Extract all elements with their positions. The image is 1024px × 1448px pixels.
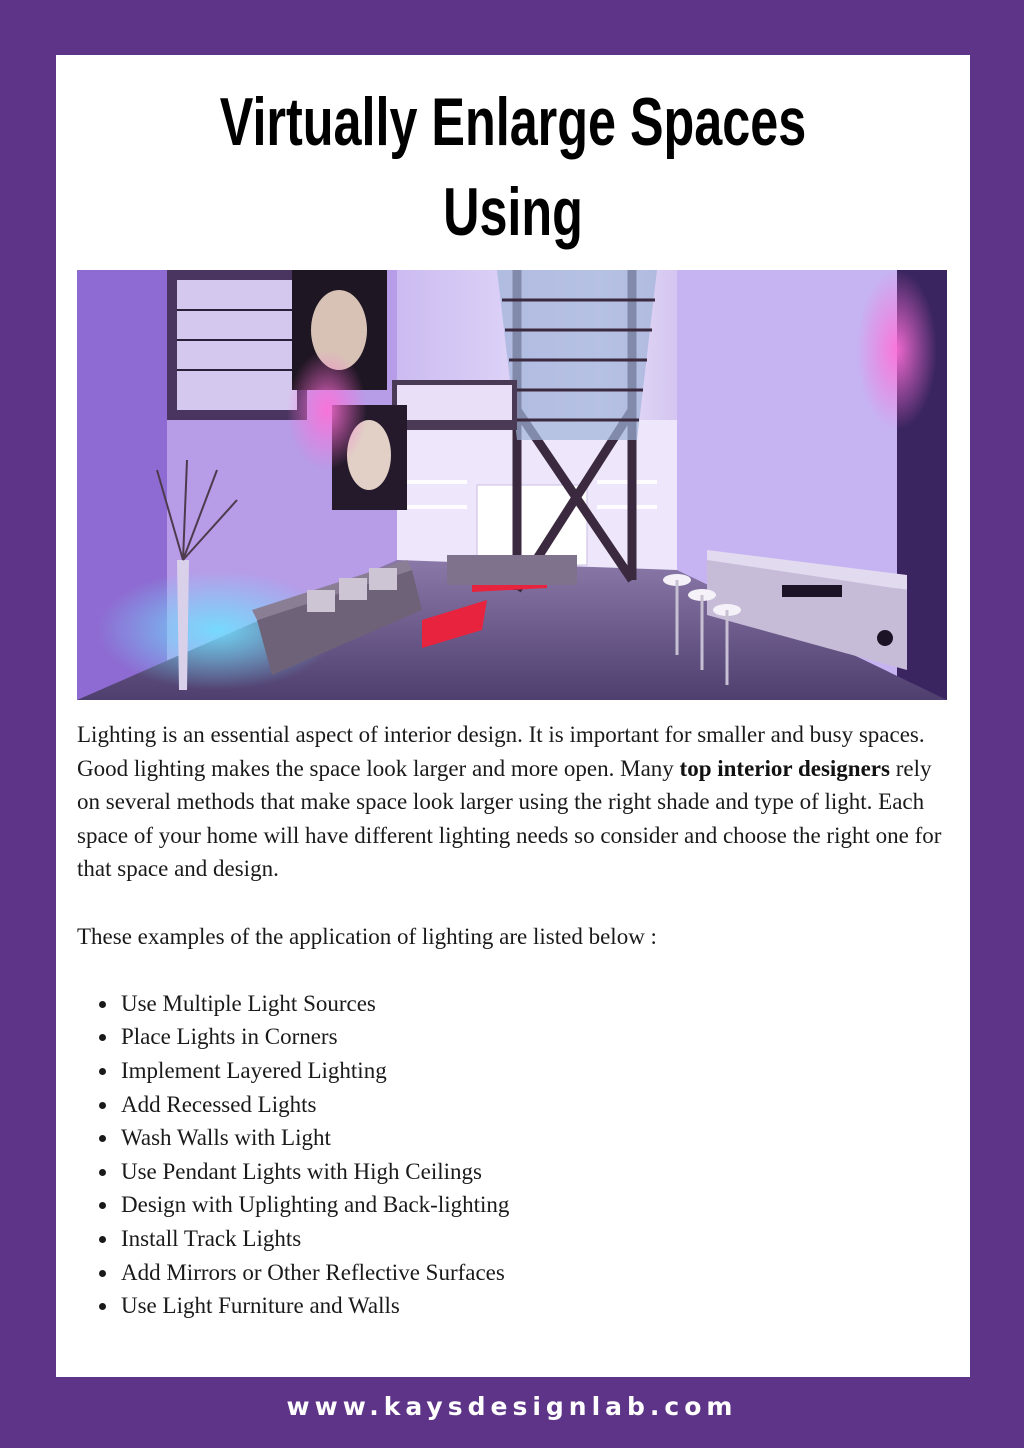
top-interior-designers-link[interactable]: top interior designers	[679, 755, 890, 781]
list-item: Add Mirrors or Other Reflective Surfaces	[77, 1256, 957, 1290]
list-item: Wash Walls with Light	[77, 1121, 957, 1155]
footer-website-url[interactable]: www.kaysdesignlab.com	[286, 1392, 738, 1421]
content-card	[56, 55, 970, 1377]
list-item: Add Recessed Lights	[77, 1088, 957, 1122]
lighting-tips-list	[77, 987, 957, 1323]
intro-text-before: Lighting is an essential aspect of interior design. It is important for smaller and busy spaces. Good lighting makes the space look larger and more open. Many	[77, 722, 925, 781]
interior-photo	[77, 270, 947, 700]
list-item: Use Multiple Light Sources	[77, 987, 957, 1021]
intro-text-after: rely on several methods that make space look larger using the right shade and type of light. Each space of your home will have different lighting needs so consider and choose the right one for that space and design.	[77, 755, 942, 882]
intro-paragraph	[77, 718, 957, 886]
list-item: Design with Uplighting and Back-lighting	[77, 1188, 957, 1222]
title-line-1: Virtually Enlarge Spaces Using	[219, 84, 807, 250]
article-body	[77, 718, 957, 1323]
list-item: Place Lights in Corners	[77, 1020, 957, 1054]
list-item: Install Track Lights	[77, 1222, 957, 1256]
list-item: Use Pendant Lights with High Ceilings	[77, 1155, 957, 1189]
spacer	[77, 953, 957, 987]
spacer	[77, 886, 957, 920]
list-item: Implement Layered Lighting	[77, 1054, 957, 1088]
examples-intro: These examples of the application of lighting are listed below :	[77, 923, 657, 949]
list-item: Use Light Furniture and Walls	[77, 1289, 957, 1323]
